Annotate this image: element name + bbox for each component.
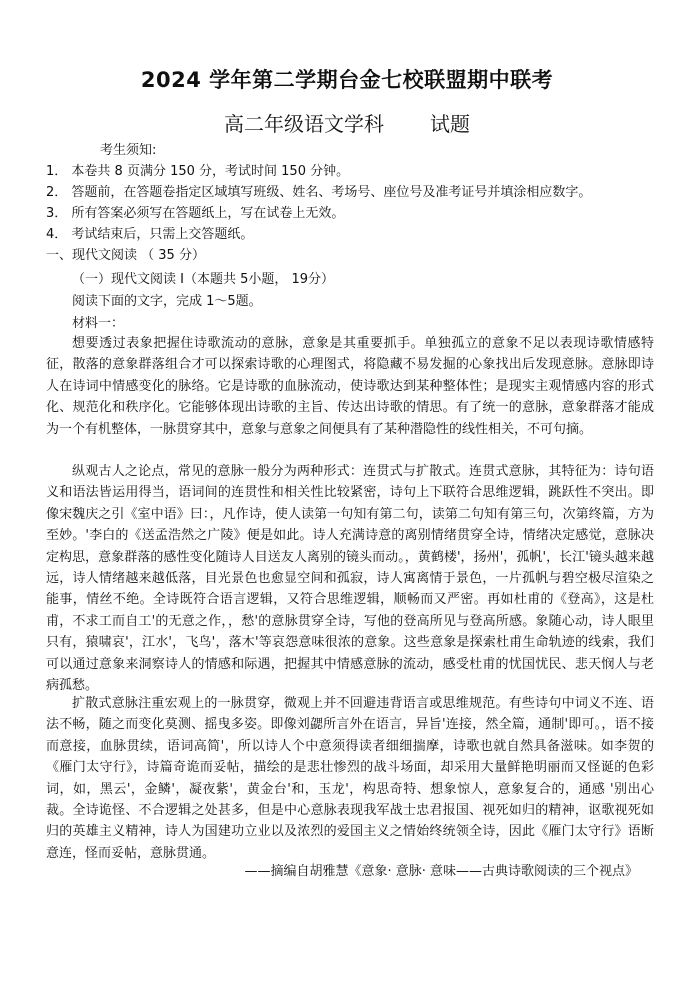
material-label: 材料一： (72, 316, 125, 331)
notice-item-3: 3． 所有答案必须写在答题纸上，写在试卷上无效。 (46, 206, 345, 221)
paragraph-3: 扩散式意脉注重宏观上的一脉贯穿，微观上并不回避违背语言或思维规范。有些诗句中词义不连、语法不畅，随之而变化莫测、摇曳多姿。即像刘勰所言外在语言，异旨'连接，然全篇，通制'即可。，语不接而意接，血脉贯续，语词高简'，所以诗人个中意须得读者细细揣摩，诗歌也就自然具备滋味。如李贺的《雁门太守行》，诗篇奇诡而妥帖，描绘的是悲壮惨烈的战斗场面，却采用大量鲜艳明丽而又怪诞的色彩词，如，黑云'，金鳞'，凝夜紫'，黄金台'和，玉龙'，构思奇特、想象惊人，意象复合的，通感 '别出心裁。全诗诡怪、不合逻辑之处甚多，但是中心意脉表现我军战士忠君报国、视死如归的精神，讴歌视死如归的英雄主义精神，诗人为国建功立业以及浓烈的爱国主义之情始终统领全诗，因此《雁门太守行》语断意连，怪而妥帖，意脉贯通。 (46, 696, 654, 861)
source-citation: ——摘编自胡雅慧《意象· 意脉· 意味——古典诗歌阅读的三个视点》 (244, 864, 638, 879)
section-heading: 一、现代文阅读 （ 35 分） (46, 248, 205, 263)
section-subheading: （一）现代文阅读 I（本题共 5小题， 19分） (72, 272, 335, 287)
subtitle-subject: 高二年级语文学科 (224, 112, 384, 136)
exam-title: 2024 学年第二学期台金七校联盟期中联考 (140, 68, 554, 92)
paragraph-2: 纵观古人之论点，常见的意脉一般分为两种形式：连贯式与扩散式。连贯式意脉，其特征为：诗句语义和语法皆运用得当，语词间的连贯性和相关性比较紧密，诗句上下联符合思维逻辑，跳跃性不突出。即像宋魏庆之引《室中语》曰：，凡作诗，使人读第一句知有第二句，读第二句知有第三句，次第终篇，方为至妙。'李白的《送孟浩然之广陵》便是如此。诗人充满诗意的离别情绪贯穿全诗，情绪决定感觉，意脉决定构思，意象群落的感性变化随诗人目送友人离别的镜头而动。，黄鹤楼'，扬州'，孤帆'，长江'镜头越来越远，诗人情绪越来越低落，目光景色也愈显空间和孤寂，诗人寓离情于景色，一片孤帆与碧空极尽渲染之能事，情丝不绝。全诗既符合语言逻辑，又符合思维逻辑，顺畅而又严密。再如杜甫的《登高》，这是杜甫，不求工而自工'的无意之作，，愁'的意脉贯穿全诗，写他的登高所见与登高所感。象随心动，诗人眼里只有，猿啸哀'，江水'，飞鸟'，落木'等哀怨意味很浓的意象。这些意象是探索杜甫生命轨迹的线索，我们可以通过意象来洞察诗人的情感和际遇，把握其中情感意脉的流动，感受杜甫的忧国忧民、悲天悯人与老病孤愁。 (46, 464, 654, 694)
exam-subtitle (0, 108, 694, 137)
notice-item-4: 4． 考试结束后，只需上交答题纸。 (46, 227, 254, 242)
section-instruction: 阅读下面的文字，完成 1～5题。 (72, 294, 262, 309)
notice-heading: 考生须知: (100, 143, 157, 158)
notice-item-2: 2． 答题前，在答题卷指定区域填写班级、姓名、考场号、座位号及准考证号并填涂相应数字。 (46, 185, 592, 200)
notice-item-1: 1． 本卷共 8 页满分 150 分，考试时间 150 分钟。 (46, 164, 350, 179)
paragraph-1: 想要透过表象把握住诗歌流动的意脉，意象是其重要抓手。单独孤立的意象不足以表现诗歌情感特征，散落的意象群落组合才可以探索诗歌的心理图式，将隐藏不易发掘的心象找出后发现意脉。意脉即诗人在诗词中情感变化的脉络。它是诗歌的血脉流动，使诗歌达到某种整体性；是现实主观情感内容的形式化、规范化和秩序化。它能够体现出诗歌的主旨、传达出诗歌的情思。有了统一的意脉，意象群落才能成为一个有机整体，一脉贯穿其中，意象与意象之间便具有了某种潜隐性的线性相关，不可句摘。 (46, 336, 654, 437)
subtitle-label: 试题 (430, 112, 470, 136)
